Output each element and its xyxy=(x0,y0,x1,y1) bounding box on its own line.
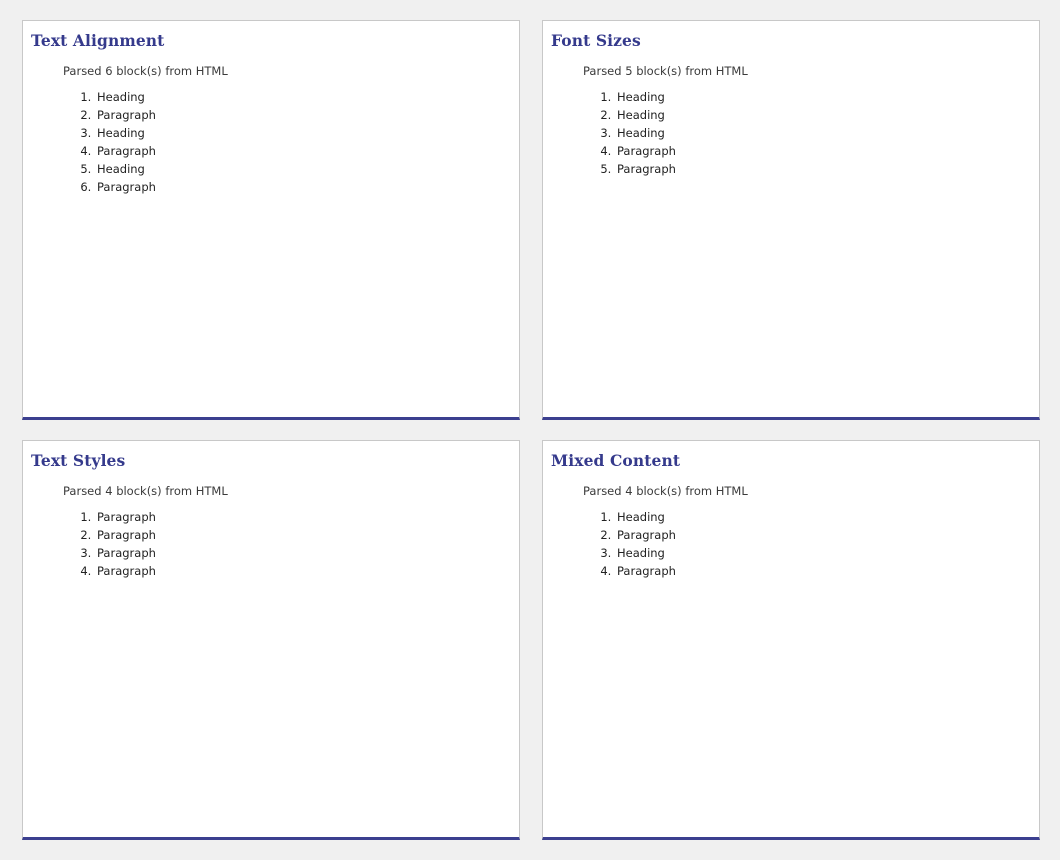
list-item: 1. Heading xyxy=(95,88,519,106)
block-list xyxy=(23,508,519,580)
panel-text-alignment xyxy=(22,20,520,420)
panel-subtitle: Parsed 5 block(s) from HTML xyxy=(583,64,748,78)
block-list xyxy=(23,88,519,196)
panel-font-sizes xyxy=(542,20,1040,420)
list-item: 3. Heading xyxy=(615,544,1039,562)
list-item: 4. Paragraph xyxy=(95,142,519,160)
panel-title: Text Styles xyxy=(31,451,126,470)
panel-text-styles xyxy=(22,440,520,840)
list-item: 2. Paragraph xyxy=(615,526,1039,544)
panel-mixed-content xyxy=(542,440,1040,840)
block-list xyxy=(543,508,1039,580)
list-item: 4. Paragraph xyxy=(95,562,519,580)
list-item: 5. Paragraph xyxy=(615,160,1039,178)
panel-subtitle: Parsed 4 block(s) from HTML xyxy=(63,484,228,498)
panel-title: Mixed Content xyxy=(551,451,681,470)
list-item: 5. Heading xyxy=(95,160,519,178)
list-item: 3. Heading xyxy=(95,124,519,142)
list-item: 2. Heading xyxy=(615,106,1039,124)
list-item: 1. Paragraph xyxy=(95,508,519,526)
panel-title: Text Alignment xyxy=(31,31,165,50)
list-item: 2. Paragraph xyxy=(95,106,519,124)
list-item: 6. Paragraph xyxy=(95,178,519,196)
panel-subtitle: Parsed 4 block(s) from HTML xyxy=(583,484,748,498)
panel-title: Font Sizes xyxy=(551,31,641,50)
list-item: 3. Heading xyxy=(615,124,1039,142)
list-item: 2. Paragraph xyxy=(95,526,519,544)
list-item: 3. Paragraph xyxy=(95,544,519,562)
list-item: 1. Heading xyxy=(615,88,1039,106)
block-list xyxy=(543,88,1039,178)
list-item: 1. Heading xyxy=(615,508,1039,526)
list-item: 4. Paragraph xyxy=(615,562,1039,580)
list-item: 4. Paragraph xyxy=(615,142,1039,160)
panel-subtitle: Parsed 6 block(s) from HTML xyxy=(63,64,228,78)
